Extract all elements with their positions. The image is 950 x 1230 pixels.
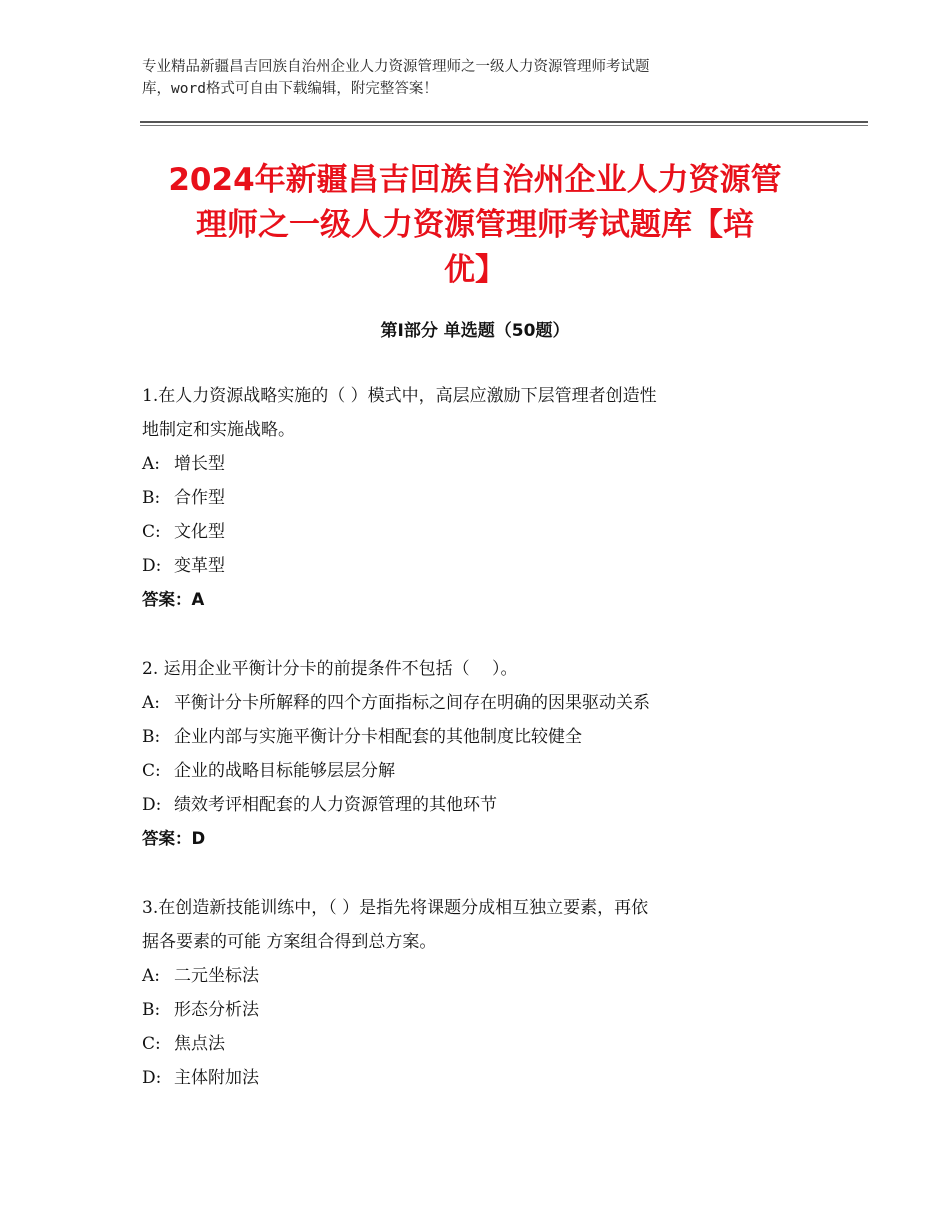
answer: 答案：A <box>142 590 205 609</box>
option-label: C: <box>142 1034 161 1054</box>
title-line-1: 2024年新疆昌吉回族自治州企业人力资源管 <box>168 162 782 198</box>
document-title <box>130 158 820 293</box>
option-b <box>142 481 822 515</box>
option-text: 主体附加法 <box>174 1068 259 1088</box>
option-d <box>142 549 822 583</box>
option-text: 形态分析法 <box>174 1000 259 1020</box>
header-note-line-2: 库，word格式可自由下载编辑，附完整答案！ <box>142 81 438 97</box>
option-text: 文化型 <box>174 522 225 542</box>
header-note-line-1: 专业精品新疆昌吉回族自治州企业人力资源管理师之一级人力资源管理师考试题 <box>142 59 650 75</box>
title-line-3: 优】 <box>444 252 506 288</box>
option-d <box>142 788 822 822</box>
option-label: D: <box>142 556 162 576</box>
option-c <box>142 515 822 549</box>
option-label: C: <box>142 761 161 781</box>
question-stem-line-2: 地制定和实施战略。 <box>142 420 295 440</box>
option-b <box>142 993 822 1027</box>
header-rule-thin <box>140 125 868 126</box>
option-label: A: <box>142 693 161 713</box>
option-text: 增长型 <box>174 454 225 474</box>
section-title: 第Ⅰ部分 单选题（50题） <box>380 321 570 341</box>
option-label: D: <box>142 795 162 815</box>
option-text: 平衡计分卡所解释的四个方面指标之间存在明确的因果驱动关系 <box>174 693 650 713</box>
option-label: C: <box>142 522 161 542</box>
option-text: 合作型 <box>174 488 225 508</box>
question-3 <box>142 891 822 1095</box>
option-a <box>142 959 822 993</box>
option-text: 绩效考评相配套的人力资源管理的其他环节 <box>174 795 497 815</box>
question-2 <box>142 652 822 856</box>
question-stem-line-1: 1.在人力资源战略实施的（ ）模式中，高层应激励下层管理者创造性 <box>142 386 657 406</box>
option-label: B: <box>142 727 161 747</box>
question-stem-line-1: 3.在创造新技能训练中，（ ）是指先将课题分成相互独立要素，再依 <box>142 898 649 918</box>
option-a <box>142 447 822 481</box>
answer: 答案：D <box>142 829 206 848</box>
option-b <box>142 720 822 754</box>
option-c <box>142 1027 822 1061</box>
option-text: 企业内部与实施平衡计分卡相配套的其他制度比较健全 <box>174 727 582 747</box>
option-label: B: <box>142 488 161 508</box>
option-label: D: <box>142 1068 162 1088</box>
question-stem-line-1: 2. 运用企业平衡计分卡的前提条件不包括（ ）。 <box>142 659 518 679</box>
option-c <box>142 754 822 788</box>
option-a <box>142 686 822 720</box>
option-label: B: <box>142 1000 161 1020</box>
header-rule <box>140 121 868 123</box>
option-text: 变革型 <box>174 556 225 576</box>
option-text: 二元坐标法 <box>174 966 259 986</box>
header-note <box>142 56 822 100</box>
title-line-2: 理师之一级人力资源管理师考试题库【培 <box>196 207 754 243</box>
option-d <box>142 1061 822 1095</box>
option-text: 企业的战略目标能够层层分解 <box>174 761 395 781</box>
option-label: A: <box>142 454 161 474</box>
option-label: A: <box>142 966 161 986</box>
question-1 <box>142 379 822 617</box>
question-stem-line-2: 据各要素的可能 方案组合得到总方案。 <box>142 932 437 952</box>
option-text: 焦点法 <box>174 1034 225 1054</box>
